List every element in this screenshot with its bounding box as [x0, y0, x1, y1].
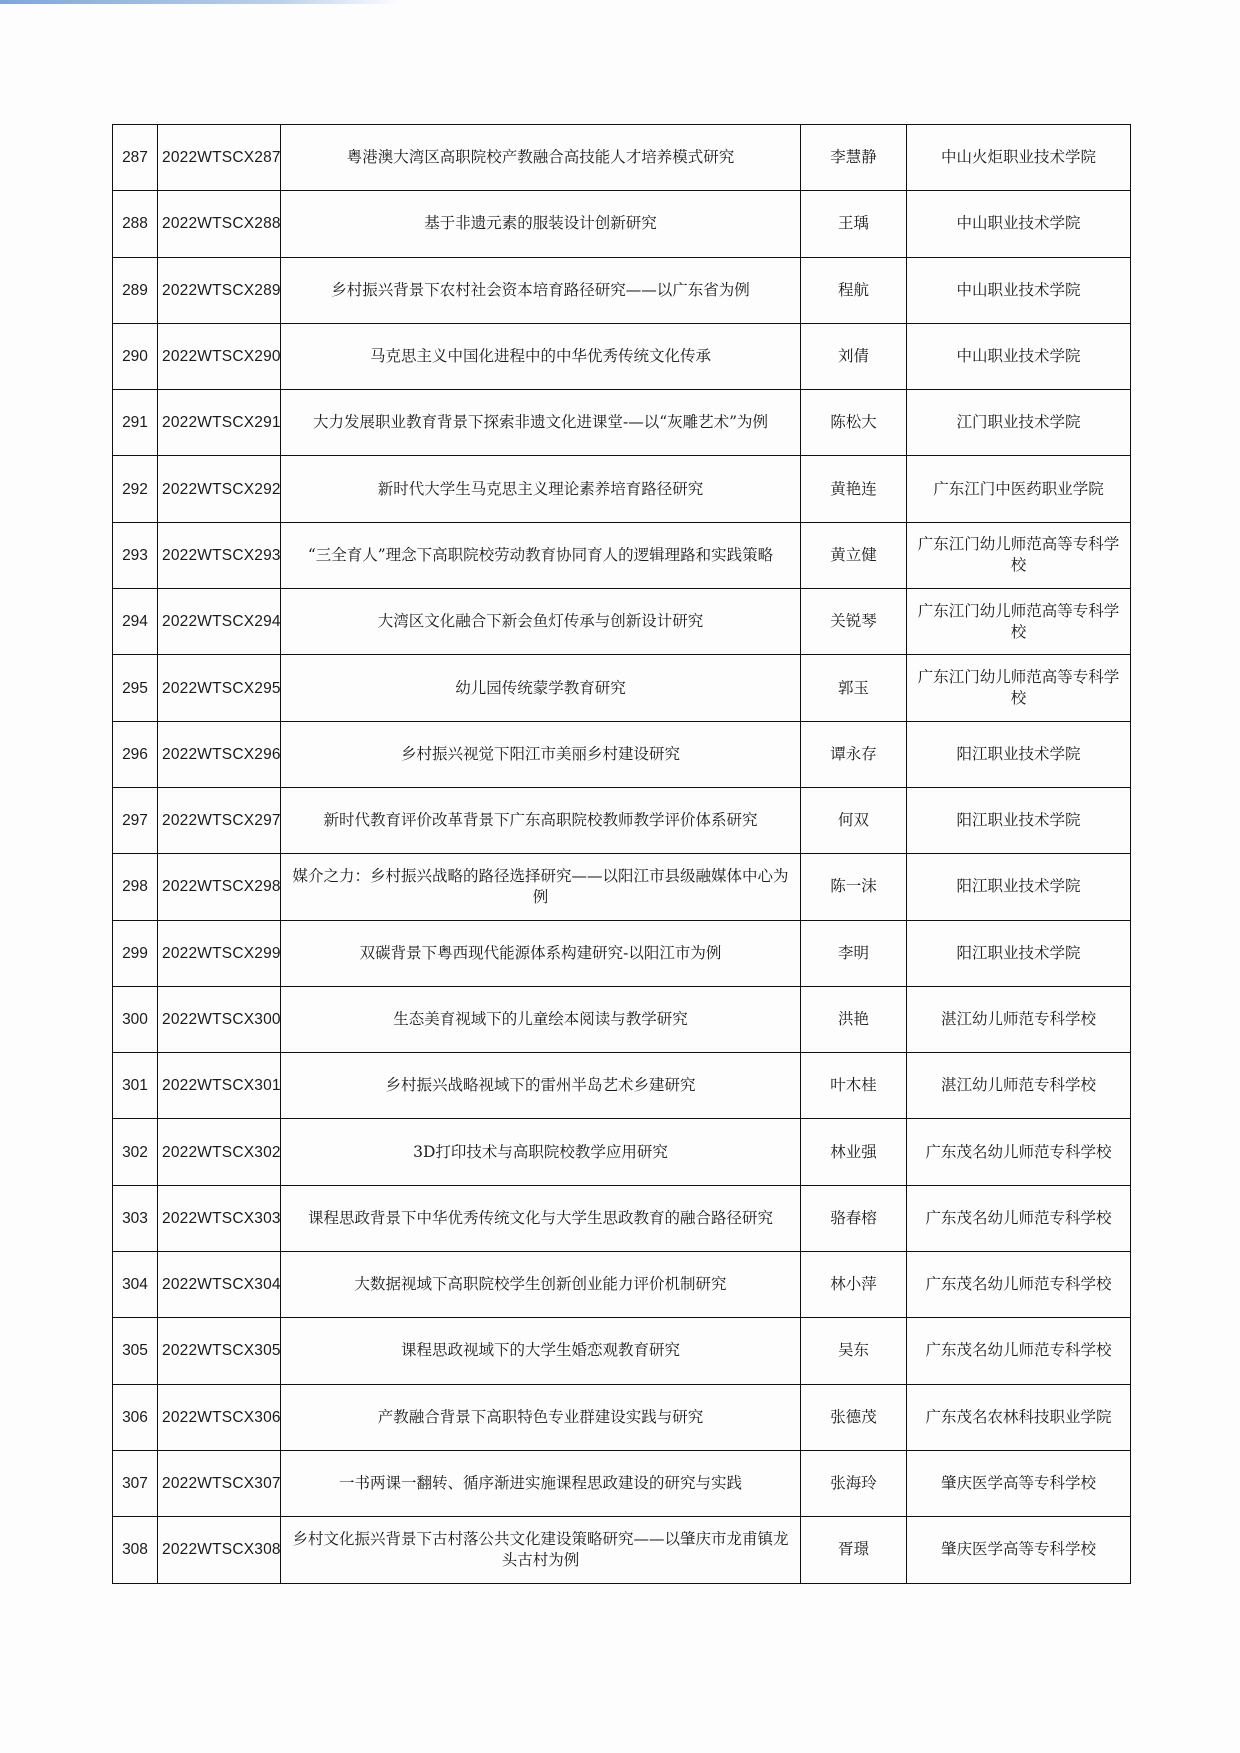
project-code: 2022WTSCX292	[158, 456, 281, 522]
project-leader: 叶木桂	[801, 1053, 907, 1119]
project-leader: 胥璟	[801, 1517, 907, 1583]
table-row	[113, 721, 1131, 787]
row-number: 288	[113, 191, 158, 257]
project-leader: 谭永存	[801, 721, 907, 787]
project-title: “三全育人”理念下高职院校劳动教育协同育人的逻辑理路和实践策略	[281, 522, 801, 588]
project-title: 马克思主义中国化进程中的中华优秀传统文化传承	[281, 323, 801, 389]
school-name: 湛江幼儿师范专科学校	[907, 1053, 1131, 1119]
project-leader: 洪艳	[801, 986, 907, 1052]
school-name: 广东茂名幼儿师范专科学校	[907, 1185, 1131, 1251]
table-row	[113, 390, 1131, 456]
row-number: 293	[113, 522, 158, 588]
project-code: 2022WTSCX303	[158, 1185, 281, 1251]
school-name: 中山职业技术学院	[907, 323, 1131, 389]
project-title: 媒介之力：乡村振兴战略的路径选择研究——以阳江市县级融媒体中心为例	[281, 854, 801, 920]
project-leader: 王瑀	[801, 191, 907, 257]
project-leader: 陈松大	[801, 390, 907, 456]
project-leader: 黄艳连	[801, 456, 907, 522]
project-code: 2022WTSCX308	[158, 1517, 281, 1583]
row-number: 299	[113, 920, 158, 986]
project-title: 乡村振兴视觉下阳江市美丽乡村建设研究	[281, 721, 801, 787]
school-name: 江门职业技术学院	[907, 390, 1131, 456]
project-title: 大湾区文化融合下新会鱼灯传承与创新设计研究	[281, 589, 801, 655]
project-code: 2022WTSCX289	[158, 257, 281, 323]
project-leader: 林业强	[801, 1119, 907, 1185]
school-name: 广东茂名幼儿师范专科学校	[907, 1119, 1131, 1185]
project-leader: 李慧静	[801, 125, 907, 191]
project-title: 粤港澳大湾区高职院校产教融合高技能人才培养模式研究	[281, 125, 801, 191]
school-name: 广东茂名幼儿师范专科学校	[907, 1252, 1131, 1318]
project-leader: 何双	[801, 787, 907, 853]
school-name: 中山火炬职业技术学院	[907, 125, 1131, 191]
project-code: 2022WTSCX298	[158, 854, 281, 920]
project-leader: 程航	[801, 257, 907, 323]
project-list-table	[112, 124, 1131, 1584]
project-code: 2022WTSCX296	[158, 721, 281, 787]
project-title: 乡村振兴战略视域下的雷州半岛艺术乡建研究	[281, 1053, 801, 1119]
project-code: 2022WTSCX295	[158, 655, 281, 721]
table-row	[113, 456, 1131, 522]
row-number: 287	[113, 125, 158, 191]
project-title: 课程思政背景下中华优秀传统文化与大学生思政教育的融合路径研究	[281, 1185, 801, 1251]
table-row	[113, 1384, 1131, 1450]
project-leader: 陈一沫	[801, 854, 907, 920]
project-leader: 郭玉	[801, 655, 907, 721]
row-number: 298	[113, 854, 158, 920]
school-name: 阳江职业技术学院	[907, 721, 1131, 787]
row-number: 300	[113, 986, 158, 1052]
project-code: 2022WTSCX297	[158, 787, 281, 853]
table-row	[113, 655, 1131, 721]
school-name: 阳江职业技术学院	[907, 787, 1131, 853]
project-code: 2022WTSCX290	[158, 323, 281, 389]
table-row	[113, 125, 1131, 191]
row-number: 297	[113, 787, 158, 853]
row-number: 303	[113, 1185, 158, 1251]
project-code: 2022WTSCX288	[158, 191, 281, 257]
project-title: 一书两课一翻转、循序渐进实施课程思政建设的研究与实践	[281, 1450, 801, 1516]
project-title: 大数据视域下高职院校学生创新创业能力评价机制研究	[281, 1252, 801, 1318]
project-title: 课程思政视域下的大学生婚恋观教育研究	[281, 1318, 801, 1384]
table-row	[113, 323, 1131, 389]
table-row	[113, 1119, 1131, 1185]
row-number: 306	[113, 1384, 158, 1450]
project-leader: 关锐琴	[801, 589, 907, 655]
table-row	[113, 787, 1131, 853]
row-number: 290	[113, 323, 158, 389]
project-title: 新时代教育评价改革背景下广东高职院校教师教学评价体系研究	[281, 787, 801, 853]
project-code: 2022WTSCX301	[158, 1053, 281, 1119]
project-code: 2022WTSCX302	[158, 1119, 281, 1185]
table-row	[113, 920, 1131, 986]
project-leader: 李明	[801, 920, 907, 986]
project-code: 2022WTSCX306	[158, 1384, 281, 1450]
project-title: 乡村文化振兴背景下古村落公共文化建设策略研究——以肇庆市龙甫镇龙头古村为例	[281, 1517, 801, 1583]
table-row	[113, 854, 1131, 920]
row-number: 308	[113, 1517, 158, 1583]
project-code: 2022WTSCX300	[158, 986, 281, 1052]
project-title: 基于非遗元素的服装设计创新研究	[281, 191, 801, 257]
project-leader: 张德茂	[801, 1384, 907, 1450]
row-number: 295	[113, 655, 158, 721]
table-row	[113, 1450, 1131, 1516]
table-row	[113, 1185, 1131, 1251]
project-code: 2022WTSCX305	[158, 1318, 281, 1384]
school-name: 阳江职业技术学院	[907, 920, 1131, 986]
project-code: 2022WTSCX293	[158, 522, 281, 588]
table-row	[113, 1252, 1131, 1318]
project-leader: 黄立健	[801, 522, 907, 588]
project-title: 双碳背景下粤西现代能源体系构建研究-以阳江市为例	[281, 920, 801, 986]
school-name: 广东江门幼儿师范高等专科学校	[907, 522, 1131, 588]
school-name: 中山职业技术学院	[907, 257, 1131, 323]
table-row	[113, 522, 1131, 588]
project-code: 2022WTSCX304	[158, 1252, 281, 1318]
project-title: 生态美育视域下的儿童绘本阅读与教学研究	[281, 986, 801, 1052]
project-leader: 刘倩	[801, 323, 907, 389]
project-code: 2022WTSCX299	[158, 920, 281, 986]
project-title: 乡村振兴背景下农村社会资本培育路径研究——以广东省为例	[281, 257, 801, 323]
project-code: 2022WTSCX307	[158, 1450, 281, 1516]
table-row	[113, 1318, 1131, 1384]
project-title: 新时代大学生马克思主义理论素养培育路径研究	[281, 456, 801, 522]
school-name: 阳江职业技术学院	[907, 854, 1131, 920]
row-number: 296	[113, 721, 158, 787]
table-row	[113, 191, 1131, 257]
table-row	[113, 986, 1131, 1052]
table-row	[113, 257, 1131, 323]
school-name: 肇庆医学高等专科学校	[907, 1450, 1131, 1516]
school-name: 中山职业技术学院	[907, 191, 1131, 257]
row-number: 292	[113, 456, 158, 522]
project-code: 2022WTSCX287	[158, 125, 281, 191]
scan-edge-mark	[0, 0, 400, 4]
table-row	[113, 1053, 1131, 1119]
project-title: 产教融合背景下高职特色专业群建设实践与研究	[281, 1384, 801, 1450]
table-body	[113, 125, 1131, 1584]
row-number: 305	[113, 1318, 158, 1384]
row-number: 302	[113, 1119, 158, 1185]
school-name: 广东江门幼儿师范高等专科学校	[907, 589, 1131, 655]
school-name: 湛江幼儿师范专科学校	[907, 986, 1131, 1052]
school-name: 广东江门幼儿师范高等专科学校	[907, 655, 1131, 721]
project-code: 2022WTSCX291	[158, 390, 281, 456]
row-number: 301	[113, 1053, 158, 1119]
row-number: 289	[113, 257, 158, 323]
row-number: 307	[113, 1450, 158, 1516]
row-number: 304	[113, 1252, 158, 1318]
project-leader: 张海玲	[801, 1450, 907, 1516]
school-name: 广东江门中医药职业学院	[907, 456, 1131, 522]
project-title: 3D打印技术与高职院校教学应用研究	[281, 1119, 801, 1185]
row-number: 294	[113, 589, 158, 655]
project-code: 2022WTSCX294	[158, 589, 281, 655]
project-leader: 吴东	[801, 1318, 907, 1384]
project-leader: 林小萍	[801, 1252, 907, 1318]
table-row	[113, 589, 1131, 655]
project-title: 幼儿园传统蒙学教育研究	[281, 655, 801, 721]
school-name: 广东茂名农林科技职业学院	[907, 1384, 1131, 1450]
project-title: 大力发展职业教育背景下探索非遗文化进课堂-—以“灰雕艺术”为例	[281, 390, 801, 456]
school-name: 广东茂名幼儿师范专科学校	[907, 1318, 1131, 1384]
school-name: 肇庆医学高等专科学校	[907, 1517, 1131, 1583]
row-number: 291	[113, 390, 158, 456]
project-leader: 骆春榕	[801, 1185, 907, 1251]
table-row	[113, 1517, 1131, 1583]
